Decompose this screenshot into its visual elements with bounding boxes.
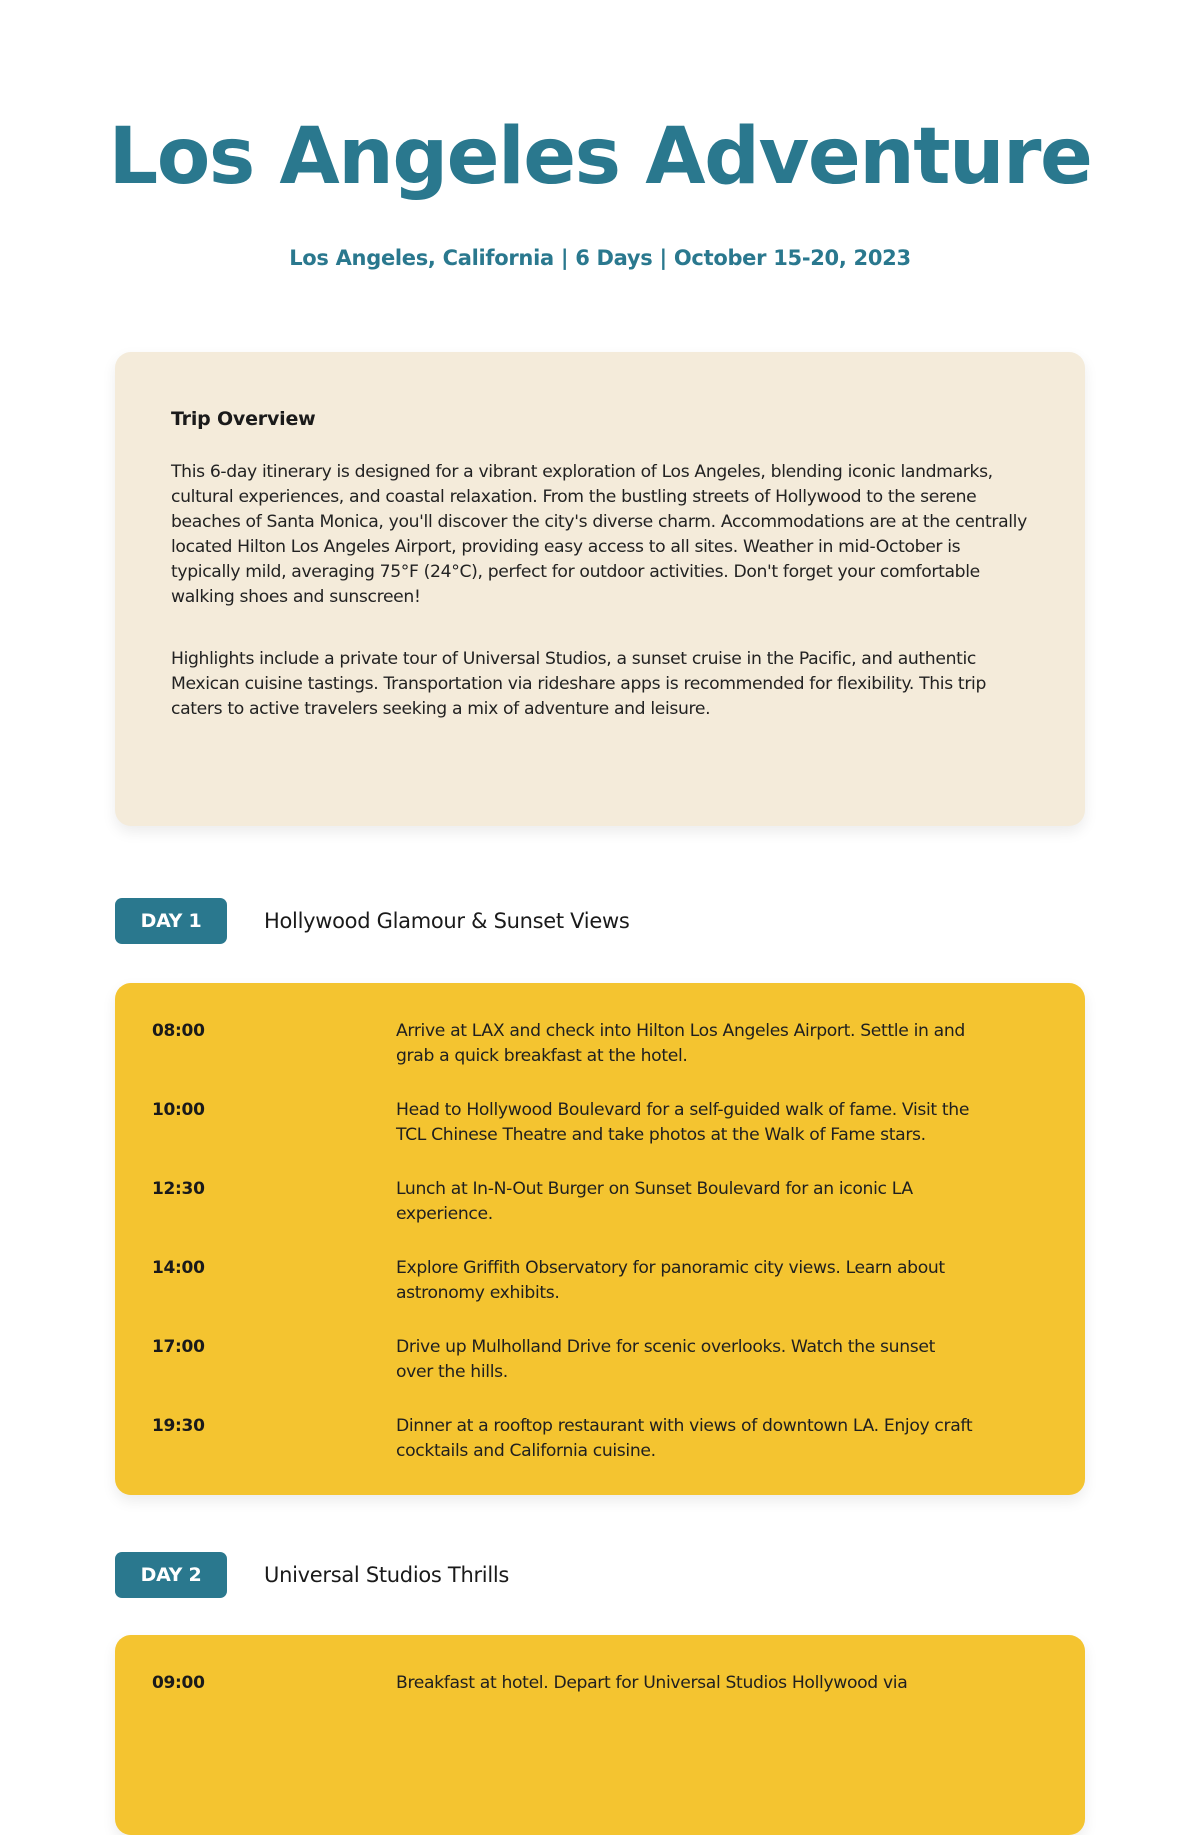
activity-time: 17:00 [152, 1337, 205, 1357]
day-badge: DAY 2 [115, 1552, 227, 1598]
activity-row [115, 1177, 1085, 1227]
day-2-schedule [115, 1635, 1085, 1835]
activity-time: 09:00 [152, 1673, 205, 1693]
activity-description: Drive up Mulholland Drive for scenic overlooks. Watch the sunset over the hills. [396, 1337, 935, 1382]
document-header [0, 0, 1200, 270]
overview-paragraph: Highlights include a private tour of Universal Studios, a sunset cruise in the Pacific, and authentic Mexican cuisine tastings. Transportation via rideshare apps is recommended for flexibility. This trip caters to active travelers seeking a mix of adventure and leisure. [171, 649, 987, 719]
activity-time: 19:30 [152, 1416, 205, 1436]
activity-time: 10:00 [152, 1100, 205, 1120]
page-title: Los Angeles Adventure [108, 112, 1092, 202]
day-title: Universal Studios Thrills [264, 1563, 510, 1587]
overview-paragraph: This 6-day itinerary is designed for a vibrant exploration of Los Angeles, blending iconic landmarks, cultural experiences, and coastal relaxation. From the bustling streets of Hollywood to the serene beaches of Santa Monica, you'll discover the city's diverse charm. Accommodations are at the centrally located Hilton Los Angeles Airport, providing easy access to all sites. Weather in mid-October is typically mild, averaging 75°F (24°C), perfect for outdoor activities. Don't forget your comfortable walking shoes and sunscreen! [171, 462, 1027, 607]
activity-description: Head to Hollywood Boulevard for a self-guided walk of fame. Visit the TCL Chinese Theatre and take photos at the Walk of Fame stars. [396, 1100, 970, 1145]
activity-time: 14:00 [152, 1258, 205, 1278]
activity-row [115, 1335, 1085, 1385]
activity-time: 08:00 [152, 1021, 205, 1041]
activity-row [115, 1019, 1085, 1069]
day-1-header [115, 898, 629, 944]
day-1-schedule [115, 983, 1085, 1495]
activity-row [115, 1671, 1085, 1696]
activity-description: Breakfast at hotel. Depart for Universal Studios Hollywood via [396, 1673, 908, 1693]
activity-description: Dinner at a rooftop restaurant with views of downtown LA. Enjoy craft cocktails and California cuisine. [396, 1416, 973, 1461]
activity-row [115, 1098, 1085, 1148]
day-2-header [115, 1552, 509, 1598]
activity-description: Arrive at LAX and check into Hilton Los Angeles Airport. Settle in and grab a quick breakfast at the hotel. [396, 1021, 965, 1066]
day-title: Hollywood Glamour & Sunset Views [264, 909, 630, 933]
activity-description: Explore Griffith Observatory for panoramic city views. Learn about astronomy exhibits. [396, 1258, 945, 1303]
activity-time: 12:30 [152, 1179, 205, 1199]
activity-row [115, 1256, 1085, 1306]
trip-subtitle: Los Angeles, California | 6 Days | October 15-20, 2023 [289, 246, 911, 270]
day-badge: DAY 1 [115, 898, 227, 944]
activity-row [115, 1414, 1085, 1464]
overview-heading: Trip Overview [171, 408, 316, 430]
trip-overview-card [115, 352, 1085, 826]
activity-description: Lunch at In-N-Out Burger on Sunset Boulevard for an iconic LA experience. [396, 1179, 913, 1224]
